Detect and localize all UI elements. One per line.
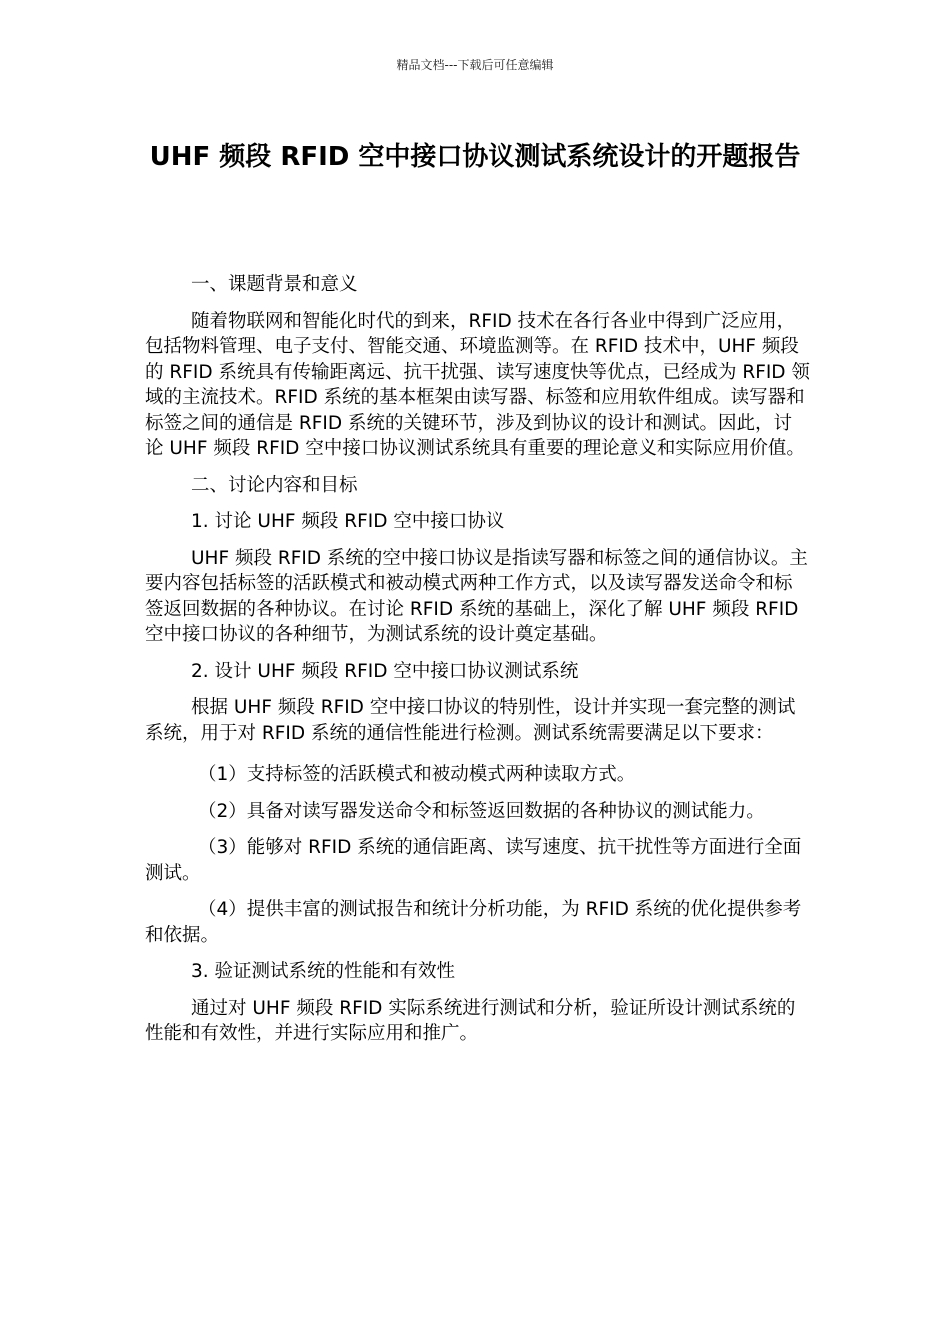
requirement-item: （2）具备对读写器发送命令和标签返回数据的各种协议的测试能力。: [198, 800, 765, 822]
document-body: [145, 272, 810, 1058]
document-title: UHF 频段 RFID 空中接口协议测试系统设计的开题报告: [149, 142, 801, 172]
requirement-item: （3）能够对 RFID 系统的通信距离、读写速度、抗干扰性等方面进行全面测试。: [145, 837, 802, 884]
page-header: 精品文档---下载后可任意编辑: [396, 58, 554, 72]
subsection-heading: 3. 验证测试系统的性能和有效性: [191, 961, 456, 982]
paragraph: 随着物联网和智能化时代的到来，RFID 技术在各行各业中得到广泛应用，包括物料管理、电子支付、智能交通、环境监测等。在 RFID 技术中，UHF 频段的 RFID 系统具有传输距离远、抗干扰强、读写速度快等优点，已经成为 RFID 领域的主流技术。RFID 系统的基本框架由读写器、标签和应用软件组成。读写器和标签之间的通信是 RFID 系统的关键环节，涉及到协议的设计和测试。因此，讨论 UHF 频段 RFID 空中接口协议测试系统具有重要的理论意义和实际应用价值。: [145, 310, 810, 459]
requirement-item: （1）支持标签的活跃模式和被动模式两种读取方式。: [198, 764, 636, 785]
paragraph: 通过对 UHF 频段 RFID 实际系统进行测试和分析，验证所设计测试系统的性能和有效性，并进行实际应用和推广。: [145, 997, 796, 1044]
paragraph: 根据 UHF 频段 RFID 空中接口协议的特别性，设计并实现一套完整的测试系统，用于对 RFID 系统的通信性能进行检测。测试系统需要满足以下要求：: [145, 697, 796, 744]
paragraph: UHF 频段 RFID 系统的空中接口协议是指读写器和标签之间的通信协议。主要内容包括标签的活跃模式和被动模式两种工作方式，以及读写器发送命令和标签返回数据的各种协议。在讨论 RFID 系统的基础上，深化了解 UHF 频段 RFID 空中接口协议的各种细节，为测试系统的设计奠定基础。: [145, 547, 808, 645]
subsection-heading: 1. 讨论 UHF 频段 RFID 空中接口协议: [191, 511, 505, 532]
section-heading: 一、课题背景和意义: [191, 274, 358, 295]
section-heading: 二、讨论内容和目标: [191, 474, 358, 496]
requirement-item: （4）提供丰富的测试报告和统计分析功能，为 RFID 系统的优化提供参考和依据。: [145, 899, 802, 946]
subsection-heading: 2. 设计 UHF 频段 RFID 空中接口协议测试系统: [191, 660, 579, 682]
